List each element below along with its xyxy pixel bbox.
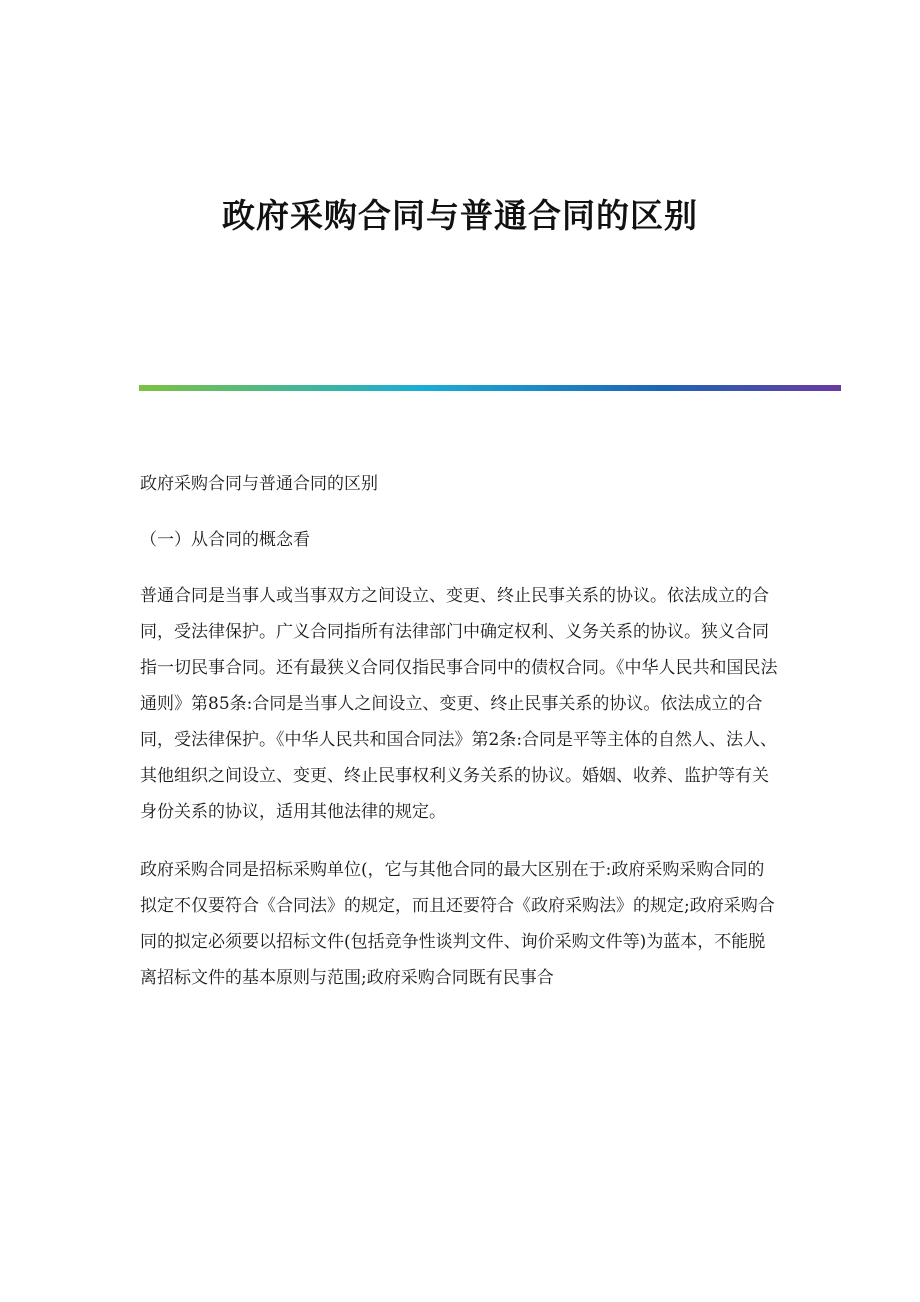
document-subtitle: 政府采购合同与普通合同的区别 [140, 474, 378, 494]
document-title: 政府采购合同与普通合同的区别 [222, 196, 698, 235]
paragraph-government-contract: 政府采购合同是招标采购单位(，它与其他合同的最大区别在于:政府采购采购合同的拟定不仅要符合《合同法》的规定，而且还要符合《政府采购法》的规定;政府采购合同的拟定必须要以招标文件(包括竞争性谈判文件、询价采购文件等)为蓝本，不能脱离招标文件的基本原则与范围;政府采购合同既有民事合 [140, 860, 775, 988]
title-divider [139, 385, 841, 391]
document-body [140, 466, 780, 1018]
section-heading: （一）从合同的概念看 [140, 530, 310, 550]
paragraph-general-contract: 普通合同是当事人或当事双方之间设立、变更、终止民事关系的协议。依法成立的合同，受法律保护。广义合同指所有法律部门中确定权利、义务关系的协议。狭义合同指一切民事合同。还有最狭义合同仅指民事合同中的债权合同。《中华人民共和国民法通则》第85条:合同是当事人之间设立、变更、终止民事关系的协议。依法成立的合同，受法律保护。《中华人民共和国合同法》第2条:合同是平等主体的自然人、法人、其他组织之间设立、变更、终止民事权利义务关系的协议。婚姻、收养、监护等有关身份关系的协议，适用其他法律的规定。 [140, 586, 778, 822]
